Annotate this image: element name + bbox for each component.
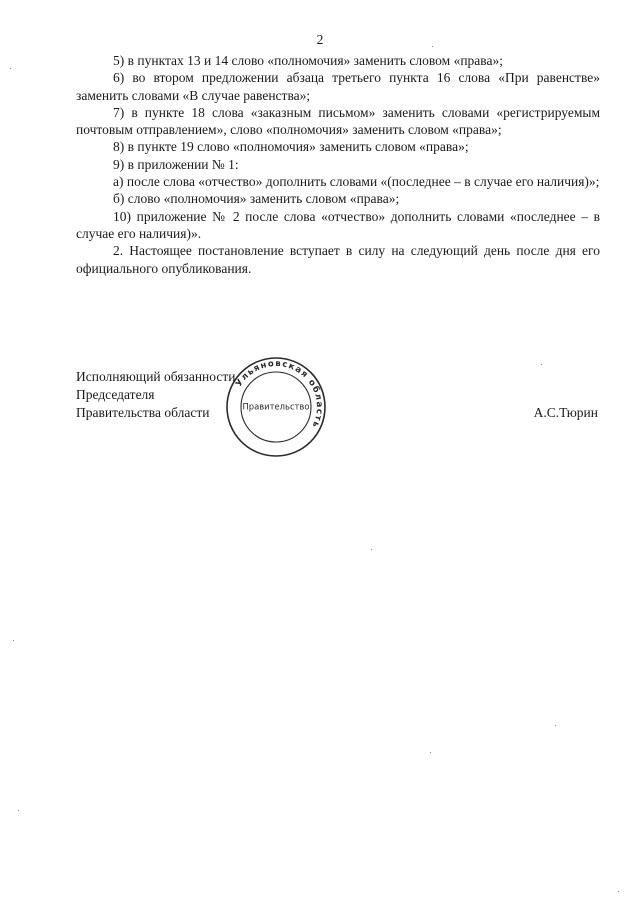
paragraph-item-5: 5) в пунктах 13 и 14 слово «полномочия» заменить словом «права»;: [113, 53, 503, 68]
paragraph-subitem-a: а) после слова «отчество» дополнить словами «(последнее – в случае его наличия)»;: [113, 174, 600, 190]
signature-block: [76, 368, 600, 421]
paragraph-item-6: 6) во втором предложении абзаца третьего пункта 16 слова «При равенстве» заменить словами «В случае равенства»;: [76, 70, 600, 103]
signer-position-line-2: Председателя: [76, 386, 155, 402]
signer-position-line-3: Правительства области: [76, 404, 210, 420]
paragraph-item-8: 8) в пункте 19 слово «полномочия» заменить словом «права»;: [113, 139, 469, 155]
paragraph-item-9: 9) в приложении № 1:: [113, 156, 239, 172]
paragraph-subitem-b: б) слово «полномочия» заменить словом «права»;: [113, 191, 400, 207]
official-seal-stamp-icon: [225, 356, 327, 458]
page-number: 2: [316, 32, 324, 47]
document-body: [76, 52, 600, 277]
paragraph-item-10: 10) приложение № 2 после слова «отчество» дополнить словами «последнее – в случае его наличия)».: [76, 208, 600, 241]
svg-text:Правительство: Правительство: [242, 401, 310, 412]
signer-name: А.С.Тюрин: [533, 404, 598, 420]
svg-text:Ульяновская область: Ульяновская область: [234, 358, 325, 430]
paragraph-effective-date: 2. Настоящее постановление вступает в силу на следующий день после дня его официального опубликования.: [76, 243, 600, 276]
paragraph-item-7: 7) в пункте 18 слова «заказным письмом» заменить словами «регистрируемым почтовым отправлением», слово «полномочия» заменить словом «права»;: [76, 104, 600, 138]
signer-position-line-1: Исполняющий обязанности: [76, 369, 236, 384]
